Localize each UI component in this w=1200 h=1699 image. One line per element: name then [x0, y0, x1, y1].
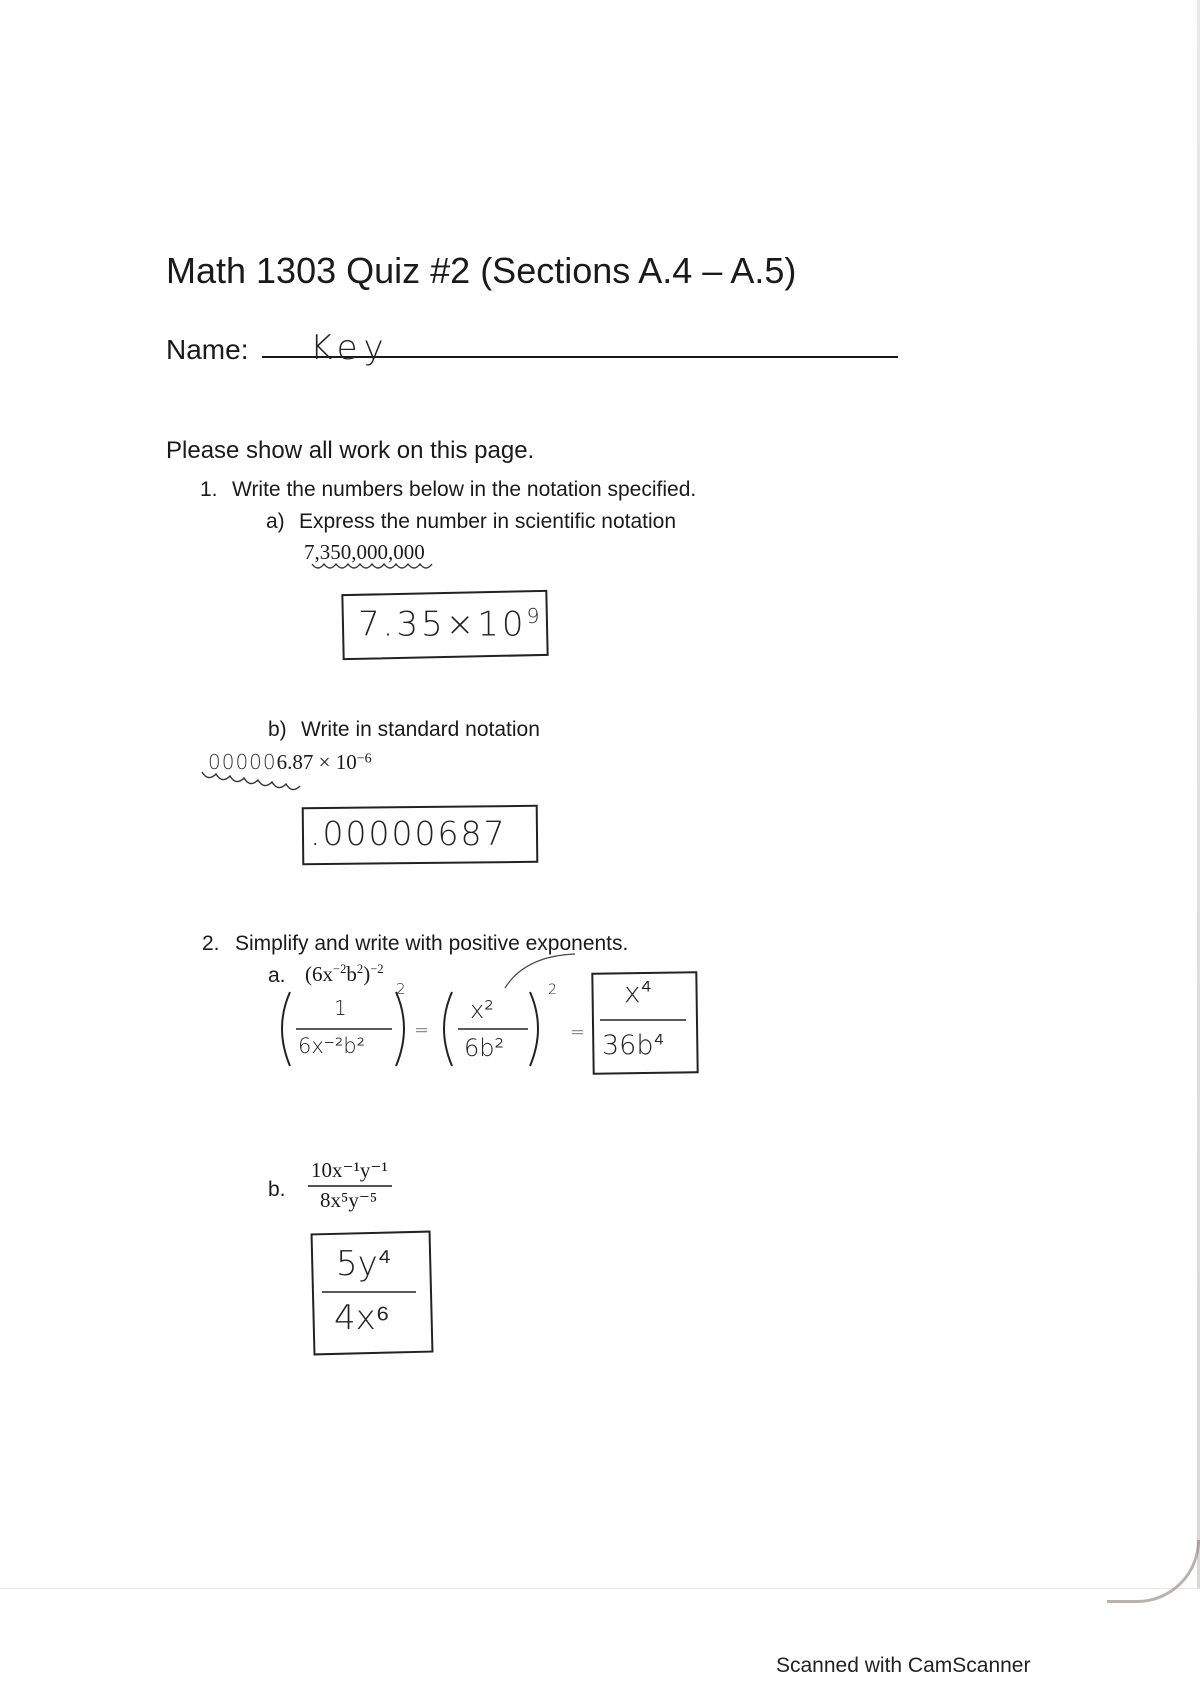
q2a-answer-numerator: x⁴	[624, 976, 652, 1009]
q1b-given-base: 6.87 × 10	[276, 750, 357, 774]
q1a-answer-exponent: 9	[526, 604, 543, 628]
q2a-expr-close: )	[363, 962, 371, 986]
q2a-expr-exp3: −2	[370, 962, 384, 976]
q2b-answer-denominator: 4x⁶	[334, 1298, 390, 1338]
q1a-given-number: 7,350,000,000	[304, 540, 425, 564]
name-value: Key	[310, 328, 390, 368]
q1b-label: b)	[268, 718, 287, 741]
scanner-watermark: Scanned with CamScanner	[776, 1654, 1031, 1677]
q2a-equals-1: =	[414, 1020, 430, 1041]
q2b-denominator: 8x⁵y⁻⁵	[320, 1188, 378, 1212]
q2a-expr-exp1: −2	[333, 962, 347, 976]
q2a-annotation-arrow	[500, 950, 580, 990]
q2b-answer-fraction-bar	[322, 1290, 418, 1294]
q2a-step2-numerator: x²	[470, 996, 494, 1024]
q2b-label: b.	[268, 1178, 286, 1201]
q2a-expression	[305, 962, 384, 987]
q2a-answer-fraction-bar	[600, 1018, 688, 1022]
q2a-step1-numerator: 1	[334, 996, 347, 1020]
name-label: Name:	[166, 334, 249, 365]
q2a-answer-denominator: 36b⁴	[602, 1030, 665, 1061]
q2a-step2-denominator: 6b²	[464, 1034, 505, 1062]
q1a-decimal-hops-mark	[310, 558, 440, 572]
scan-background-strip	[0, 1588, 1200, 1699]
q1a-answer	[358, 604, 542, 644]
q1-text: Write the numbers below in the notation specified.	[232, 478, 697, 501]
q1a-answer-mantissa: 7.35×10	[358, 604, 527, 645]
q2b-numerator: 10x⁻¹y⁻¹	[311, 1158, 388, 1182]
q2a-expr-exp2: 2	[356, 962, 364, 976]
q1b-added-zeros: 00000	[208, 750, 277, 774]
instructions: Please show all work on this page.	[166, 437, 535, 464]
q2a-equals-2: =	[570, 1022, 586, 1043]
q2a-step1-outer-exponent: 2	[396, 980, 406, 998]
q2a-label: a.	[268, 964, 286, 987]
q2b-answer-numerator: 5y⁴	[336, 1244, 392, 1284]
q1b-given-exponent: −6	[356, 751, 372, 767]
q1b-answer: .00000687	[310, 814, 507, 853]
q2a-expr-base: (6x	[305, 962, 333, 986]
q2a-step2-outer-exponent: 2	[548, 982, 557, 998]
q2-text: Simplify and write with positive exponents.	[235, 932, 629, 955]
quiz-title: Math 1303 Quiz #2 (Sections A.4 – A.5)	[166, 250, 797, 291]
q2-number: 2.	[202, 932, 220, 955]
q2a-expr-mid: b	[346, 962, 357, 986]
q1a-text: Express the number in scientific notation	[299, 510, 677, 533]
q1-number: 1.	[200, 478, 218, 501]
q1a-label: a)	[266, 510, 285, 533]
q2a-step1-denominator: 6x⁻²b²	[298, 1034, 366, 1058]
q1b-text: Write in standard notation	[301, 718, 540, 741]
q1b-decimal-hops-mark	[200, 768, 308, 782]
